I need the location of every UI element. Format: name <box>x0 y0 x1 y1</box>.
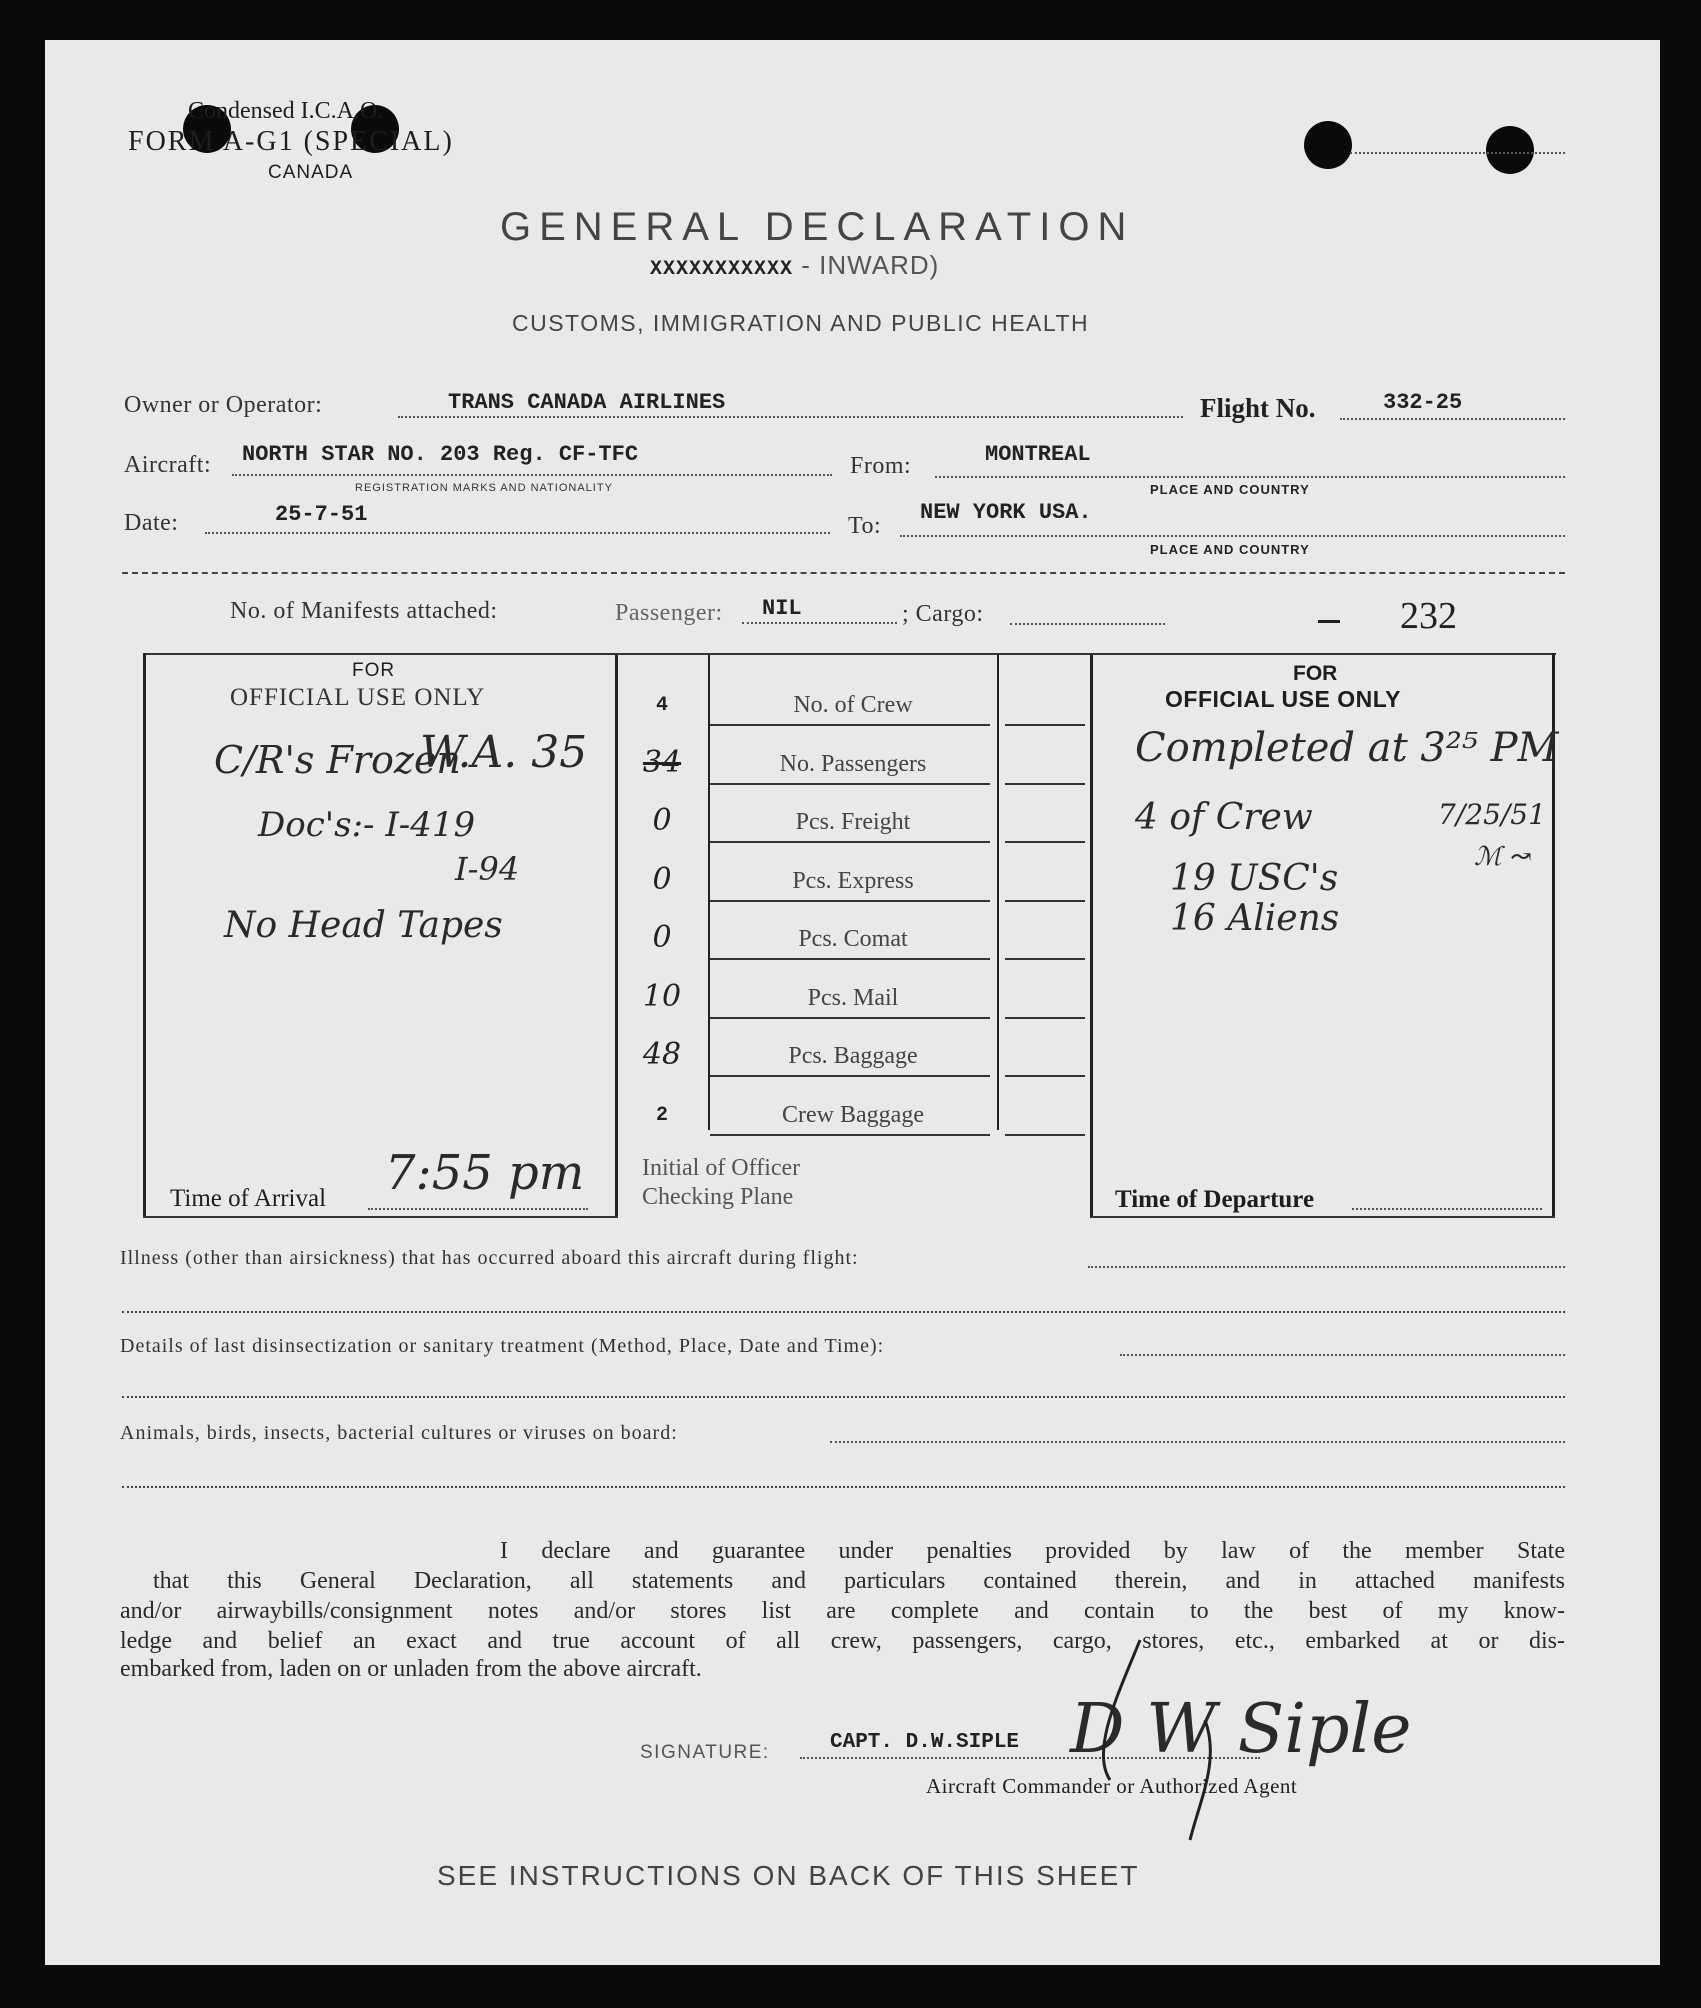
disinsection-label: Details of last disinsectization or sanitary treatment (Method, Place, Date and Time): <box>120 1335 885 1357</box>
dash-mark <box>1318 620 1340 623</box>
handwritten-note-4: No Head Tapes <box>224 905 503 946</box>
document-title: GENERAL DECLARATION <box>500 205 1135 249</box>
count-label: Pcs. Mail <box>807 984 899 1011</box>
right-note-3: 19 USC's <box>1170 858 1339 899</box>
count-row-rule-right <box>1005 1134 1085 1136</box>
flight-label: Flight No. <box>1200 393 1316 423</box>
signature-label: SIGNATURE: <box>640 1742 770 1763</box>
flight-value: 332-25 <box>1383 390 1463 415</box>
count-row-rule <box>710 724 990 726</box>
punch-hole <box>1486 126 1534 174</box>
from-caption: PLACE AND COUNTRY <box>1150 482 1310 497</box>
count-entry: 0 <box>652 861 672 897</box>
table-divider-2 <box>708 655 710 1130</box>
passenger-label: Passenger: <box>615 600 723 626</box>
table-divider-4 <box>1090 655 1093 1218</box>
handwritten-note-2: Doc's:- I-419 <box>258 805 476 845</box>
table-bottom-rule-right <box>1090 1216 1555 1218</box>
footer-instructions: SEE INSTRUCTIONS ON BACK OF THIS SHEET <box>437 1860 1140 1891</box>
count-row-rule-right <box>1005 1017 1085 1019</box>
to-caption: PLACE AND COUNTRY <box>1150 542 1310 557</box>
punch-hole <box>1304 121 1352 169</box>
count-row-rule-right <box>1005 783 1085 785</box>
declaration-line-2: that this General Declaration, all statements and particulars contained therein, and in attached manifests <box>153 1568 1565 1594</box>
from-label: From: <box>850 453 912 479</box>
document-department: CUSTOMS, IMMIGRATION AND PUBLIC HEALTH <box>512 310 1090 336</box>
handwritten-note-3: I-94 <box>455 850 520 888</box>
from-line <box>935 476 1565 478</box>
right-official-heading-1: FOR <box>1293 662 1338 685</box>
table-left-border <box>143 653 146 1216</box>
cargo-line <box>1010 623 1165 625</box>
count-entry: 10 <box>642 978 682 1014</box>
count-label: Pcs. Baggage <box>788 1043 918 1069</box>
count-row-rule <box>710 1134 990 1136</box>
count-row-rule-right <box>1005 724 1085 726</box>
document-subtitle <box>650 250 939 281</box>
count-row-rule-right <box>1005 841 1085 843</box>
form-country: CANADA <box>268 162 354 183</box>
count-label: Crew Baggage <box>782 1101 924 1128</box>
struck-out-word: XXXXXXXXXXX <box>650 258 794 281</box>
table-divider-1 <box>615 655 618 1218</box>
animals-line <box>830 1441 1565 1443</box>
aircraft-line <box>232 474 832 476</box>
departure-line <box>1352 1208 1542 1210</box>
count-entry: 0 <box>652 920 672 955</box>
from-value: MONTREAL <box>985 442 1091 467</box>
count-row-rule-right <box>1005 900 1085 902</box>
owner-line <box>398 416 1183 418</box>
count-label: Pcs. Freight <box>795 809 911 835</box>
passenger-line <box>742 622 897 624</box>
right-note-1: Completed at 3²⁵ PM <box>1135 725 1559 771</box>
declaration-line-5: embarked from, laden on or unladen from the above aircraft. <box>120 1656 702 1682</box>
count-entry: 4 <box>655 694 668 717</box>
count-row-rule <box>710 1075 990 1077</box>
animals-label: Animals, birds, insects, bacterial cultures or viruses on board: <box>120 1422 678 1444</box>
left-official-heading-2: OFFICIAL USE ONLY <box>230 684 486 711</box>
section-divider <box>122 572 1565 574</box>
date-value: 25-7-51 <box>275 502 368 527</box>
disinsection-line-2 <box>122 1396 1565 1398</box>
owner-value: TRANS CANADA AIRLINES <box>448 390 726 415</box>
count-entry: 2 <box>655 1103 668 1127</box>
handwritten-passenger-note: W.A. 35 <box>420 726 588 778</box>
illness-label: Illness (other than airsickness) that has occurred aboard this aircraft during flight: <box>120 1247 859 1269</box>
count-row-rule-right <box>1005 958 1085 960</box>
left-official-heading-1: FOR <box>352 660 396 681</box>
signature-caption: Aircraft Commander or Authorized Agent <box>926 1774 1298 1798</box>
illness-line-2 <box>122 1311 1565 1313</box>
aircraft-caption: REGISTRATION MARKS AND NATIONALITY <box>355 482 613 494</box>
form-code-line2: FORM A-G1 (SPECIAL) <box>128 126 454 157</box>
time-of-arrival-label: Time of Arrival <box>170 1185 327 1212</box>
illness-line <box>1088 1266 1565 1268</box>
count-row-rule <box>710 783 990 785</box>
to-line <box>900 535 1565 537</box>
disinsection-line <box>1120 1354 1565 1356</box>
right-note-date: 7/25/51 <box>1438 798 1546 831</box>
declaration-line-4: ledge and belief an exact and true account of all crew, passengers, cargo, stores, etc., embarked at or dis- <box>120 1628 1565 1654</box>
declaration-line-1: I declare and guarantee under penalties provided by law of the member State <box>500 1538 1565 1564</box>
count-label: Pcs. Comat <box>798 926 908 952</box>
passenger-value: NIL <box>762 596 802 621</box>
cargo-label: ; Cargo: <box>902 601 984 627</box>
count-label: No. Passengers <box>779 750 927 777</box>
officer-initials-mark: ℳ ↝ <box>1474 842 1532 872</box>
count-entry: 0 <box>652 803 672 838</box>
count-row-rule <box>710 900 990 902</box>
aircraft-label: Aircraft: <box>124 452 212 478</box>
to-label: To: <box>848 513 882 539</box>
table-top-rule <box>143 653 1556 655</box>
signatory-name: CAPT. D.W.SIPLE <box>830 1731 1020 1754</box>
declaration-line-3: and/or airwaybills/consignment notes and/or stores list are complete and contain to the best of my know- <box>120 1598 1565 1624</box>
arrival-time: 7:55 pm <box>385 1145 585 1201</box>
animals-line-2 <box>122 1486 1565 1488</box>
count-row-rule <box>710 1017 990 1019</box>
count-entry: 34 <box>642 744 682 780</box>
count-row-rule <box>710 841 990 843</box>
date-label: Date: <box>124 510 179 536</box>
table-bottom-rule-left <box>143 1216 618 1218</box>
count-row-rule <box>710 958 990 960</box>
aircraft-value: NORTH STAR NO. 203 Reg. CF-TFC <box>242 442 639 467</box>
date-line <box>205 532 830 534</box>
right-note-2: 4 of Crew <box>1135 797 1313 838</box>
count-label: No. of Crew <box>793 692 913 718</box>
top-right-rule <box>1350 152 1565 154</box>
right-official-heading-2: OFFICIAL USE ONLY <box>1165 686 1401 712</box>
page-number: 232 <box>1400 595 1457 637</box>
manifests-label: No. of Manifests attached: <box>230 598 498 624</box>
right-note-4: 16 Aliens <box>1170 898 1340 939</box>
count-entry: 48 <box>642 1037 682 1072</box>
table-divider-3 <box>997 655 999 1130</box>
count-label: Pcs. Express <box>792 867 914 894</box>
time-of-departure-label: Time of Departure <box>1115 1186 1315 1213</box>
direction: - INWARD) <box>801 250 940 280</box>
signature-scrawl: D W Siple <box>1070 1690 1412 1769</box>
flight-line <box>1340 418 1565 420</box>
owner-label: Owner or Operator: <box>124 392 323 418</box>
arrival-line <box>368 1208 588 1210</box>
form-code-line1: Condensed I.C.A.O. <box>188 98 384 124</box>
count-row-rule-right <box>1005 1075 1085 1077</box>
to-value: NEW YORK USA. <box>920 500 1092 525</box>
handwritten-note-1: C/R's Frozen <box>214 738 461 782</box>
officer-initial-label-2: Checking Plane <box>642 1184 794 1210</box>
signature-stroke <box>1080 1630 1250 1850</box>
officer-initial-label-1: Initial of Officer <box>642 1155 801 1181</box>
